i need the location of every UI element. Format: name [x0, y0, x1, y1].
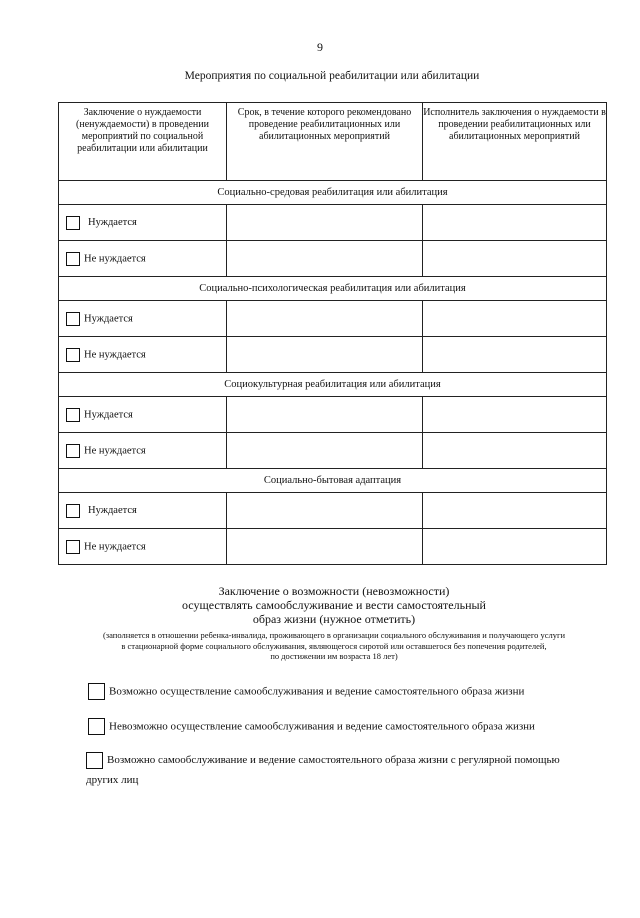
term-cell[interactable]: [227, 397, 423, 433]
option-label: Невозможно осуществление самообслуживания и ведение самостоятельного образа жизни: [109, 720, 535, 733]
section-title-social-psychological: Социально-психологическая реабилитация или абилитация: [59, 277, 607, 301]
option-cell: [59, 433, 227, 469]
section-row: [59, 277, 607, 301]
checkbox[interactable]: [66, 444, 80, 458]
checkbox[interactable]: [88, 683, 105, 700]
option-row: [59, 241, 607, 277]
option-label: Нуждается: [84, 409, 133, 420]
checkbox[interactable]: [66, 312, 80, 326]
header-executor: Исполнитель заключения о нуждаемости в проведении реабилитационных или абилитационных мероприятий: [423, 103, 607, 181]
conclusion-note-line: (заполняется в отношении ребенка-инвалида, проживающего в организации социального обслуживания и получающего услуги: [102, 630, 566, 640]
conclusion-option-impossible: [88, 718, 535, 735]
section-title-sociocultural: Социокультурная реабилитация или абилитация: [59, 373, 607, 397]
term-cell[interactable]: [227, 337, 423, 373]
option-label: Возможно самообслуживание и ведение самостоятельного образа жизни с регулярной помощью: [107, 754, 560, 766]
option-label: Возможно осуществление самообслуживания и ведение самостоятельного образа жизни: [109, 685, 525, 698]
conclusion-option-continuation: других лиц: [86, 774, 139, 786]
term-cell[interactable]: [227, 301, 423, 337]
section-title: Мероприятия по социальной реабилитации или абилитации: [184, 70, 480, 82]
option-row: [59, 397, 607, 433]
option-cell: [59, 529, 227, 565]
option-label: Не нуждается: [84, 445, 146, 456]
section-row: [59, 469, 607, 493]
header-term: Срок, в течение которого рекомендовано проведение реабилитационных или абилитационных мероприятий: [227, 103, 423, 181]
conclusion-title-line: Заключение о возможности (невозможности): [218, 584, 450, 598]
executor-cell[interactable]: [423, 529, 607, 565]
executor-cell[interactable]: [423, 493, 607, 529]
checkbox[interactable]: [66, 540, 80, 554]
conclusion-note-line: в стационарной форме социального обслуживания, являющегося сиротой или оставшегося без попечения родителей,: [121, 640, 547, 651]
option-row: [59, 529, 607, 565]
term-cell[interactable]: [227, 241, 423, 277]
section-row: [59, 181, 607, 205]
checkbox[interactable]: [66, 252, 80, 266]
option-cell: [59, 301, 227, 337]
executor-cell[interactable]: [423, 205, 607, 241]
conclusion-option-with-help: [86, 752, 606, 769]
option-row: [59, 301, 607, 337]
option-cell: [59, 493, 227, 529]
option-label: Нуждается: [84, 313, 133, 324]
term-cell[interactable]: [227, 493, 423, 529]
executor-cell[interactable]: [423, 433, 607, 469]
option-label: Нуждается: [88, 505, 137, 516]
checkbox[interactable]: [66, 504, 80, 518]
option-cell: [59, 205, 227, 241]
term-cell[interactable]: [227, 205, 423, 241]
option-label: Не нуждается: [84, 253, 146, 264]
checkbox[interactable]: [86, 752, 103, 769]
option-cell: [59, 397, 227, 433]
page-number: 9: [317, 40, 323, 54]
table-header-row: [59, 103, 607, 181]
rehabilitation-table: [58, 102, 607, 565]
checkbox[interactable]: [88, 718, 105, 735]
executor-cell[interactable]: [423, 241, 607, 277]
checkbox[interactable]: [66, 216, 80, 230]
conclusion-note-line: по достижении им возраста 18 лет): [270, 651, 398, 661]
checkbox[interactable]: [66, 348, 80, 362]
section-title-social-environment: Социально-средовая реабилитация или абилитация: [59, 181, 607, 205]
option-row: [59, 493, 607, 529]
section-row: [59, 373, 607, 397]
executor-cell[interactable]: [423, 301, 607, 337]
option-row: [59, 205, 607, 241]
checkbox[interactable]: [66, 408, 80, 422]
option-row: [59, 337, 607, 373]
term-cell[interactable]: [227, 433, 423, 469]
executor-cell[interactable]: [423, 337, 607, 373]
option-cell: [59, 241, 227, 277]
option-label: Нуждается: [88, 217, 137, 228]
executor-cell[interactable]: [423, 397, 607, 433]
conclusion-note: [60, 630, 608, 662]
option-label: Не нуждается: [84, 349, 146, 360]
conclusion-option-possible: [88, 683, 524, 700]
conclusion-title: [60, 584, 608, 626]
option-label: Не нуждается: [84, 541, 146, 552]
option-row: [59, 433, 607, 469]
option-cell: [59, 337, 227, 373]
section-title-social-household: Социально-бытовая адаптация: [59, 469, 607, 493]
conclusion-title-line: осуществлять самообслуживание и вести самостоятельный: [182, 598, 486, 612]
header-conclusion: Заключение о нуждаемости (ненуждаемости) в проведении мероприятий по социальной реабилитации или абилитации: [59, 103, 227, 181]
conclusion-title-line: образ жизни (нужное отметить): [252, 612, 416, 626]
term-cell[interactable]: [227, 529, 423, 565]
